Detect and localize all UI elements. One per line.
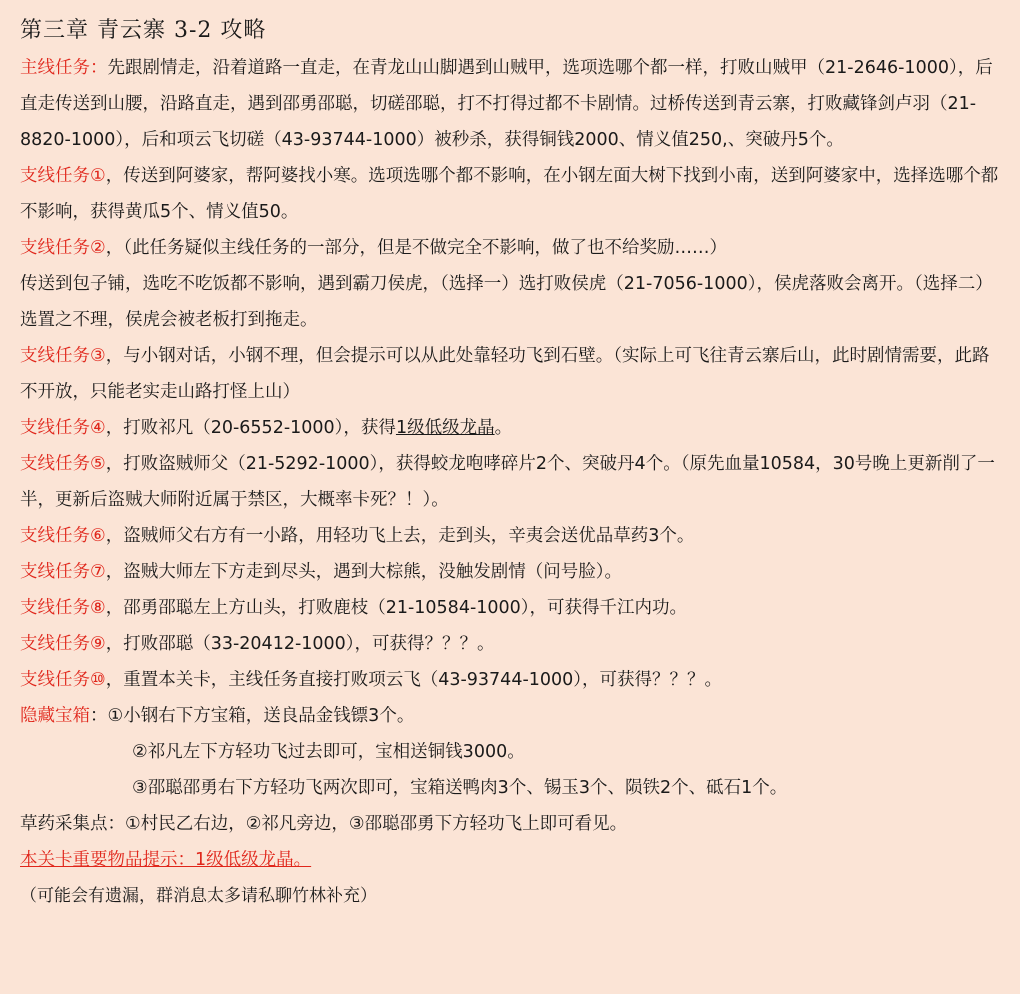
side-quest-5-label: 支线任务⑤ [20,454,106,474]
side-quest-3-text: ，与小钢对话，小钢不理，但会提示可以从此处靠轻功飞到石壁。（实际上可飞往青云寨后山，此时剧情需要，此路不开放，只能老实走山路打怪上山） [20,346,990,402]
hidden-chest-line-1 [20,698,1000,734]
herbs-line [20,806,1000,842]
side-quest-4 [20,410,1000,446]
main-quest-paragraph [20,50,1000,158]
side-quest-10-label: 支线任务⑩ [20,670,106,690]
side-quest-1-text: ，传送到阿婆家，帮阿婆找小寒。选项选哪个都不影响，在小钢左面大树下找到小南，送到阿婆家中，选择选哪个都不影响，获得黄瓜5个、情义值50。 [20,166,999,222]
side-quest-2-label: 支线任务② [20,238,106,258]
side-quest-5-text: ，打败盗贼师父（21-5292-1000），获得蛟龙咆哮碎片2个、突破丹4个。（原先血量10584，30号晚上更新削了一半，更新后盗贼大师附近属于禁区，大概率卡死？！）。 [20,454,995,510]
key-item-hint: 本关卡重要物品提示：1级低级龙晶。 [20,850,312,870]
side-quest-3-label: 支线任务③ [20,346,106,366]
side-quest-3 [20,338,1000,410]
page-title: 第三章 青云寨 3-2 攻略 [20,18,267,43]
side-quest-7-label: 支线任务⑦ [20,562,106,582]
side-quest-2-detail: 传送到包子铺，选吃不吃饭都不影响，遇到霸刀侯虎，（选择一）选打败侯虎（21-7056-1000），侯虎落败会离开。（选择二）选置之不理，侯虎会被老板打到拖走。 [20,274,993,330]
side-quest-9 [20,626,1000,662]
side-quest-7 [20,554,1000,590]
side-quest-1 [20,158,1000,230]
herbs-text: ①村民乙右边，②祁凡旁边，③邵聪邵勇下方轻功飞上即可看见。 [125,814,628,834]
side-quest-4-end: 。 [494,418,513,438]
side-quest-8-label: 支线任务⑧ [20,598,106,618]
side-quest-4-text: ，打败祁凡（20-6552-1000），获得 [105,418,396,438]
hidden-chest-colon: ： [90,706,108,726]
side-quest-2 [20,230,1000,266]
side-quest-10 [20,662,1000,698]
side-quest-6 [20,518,1000,554]
footnote: （可能会有遗漏，群消息太多请私聊竹林补充） [20,886,377,906]
side-quest-6-label: 支线任务⑥ [20,526,106,546]
side-quest-8 [20,590,1000,626]
main-quest-text: 先跟剧情走，沿着道路一直走，在青龙山山脚遇到山贼甲，选项选哪个都一样，打败山贼甲（21-2646-1000），后直走传送到山腰，沿路直走，遇到邵勇邵聪，切磋邵聪，打不打得过都不卡剧情。过桥传送到青云寨，打败藏锋剑卢羽（21-8820-1000），后和项云飞切磋（43-93744-1000）被秒杀，获得铜钱2000、情义值250,、突破丹5个。 [20,58,993,150]
side-quest-9-label: 支线任务⑨ [20,634,106,654]
side-quest-6-text: ，盗贼师父右方有一小路，用轻功飞上去，走到头，辛夷会送优品草药3个。 [105,526,695,546]
hidden-chest-label: 隐藏宝箱 [20,706,90,726]
side-quest-8-text: ，邵勇邵聪左上方山头，打败鹿枝（21-10584-1000），可获得千江内功。 [105,598,688,618]
hidden-chest-item-2: ②祁凡左下方轻功飞过去即可，宝相送铜钱3000。 [132,742,525,762]
side-quest-5 [20,446,1000,518]
hidden-chest-item-3: ③邵聪邵勇右下方轻功飞两次即可，宝箱送鸭肉3个、锡玉3个、陨铁2个、砥石1个。 [132,778,788,798]
side-quest-1-label: 支线任务① [20,166,106,186]
side-quest-4-reward: 1级低级龙晶 [395,418,495,438]
side-quest-9-text: ，打败邵聪（33-20412-1000），可获得？？？。 [105,634,495,654]
side-quest-2-text: ，（此任务疑似主线任务的一部分，但是不做完全不影响，做了也不给奖励……） [105,238,727,258]
side-quest-4-label: 支线任务④ [20,418,106,438]
side-quest-7-text: ，盗贼大师左下方走到尽头，遇到大棕熊，没触发剧情（问号脸）。 [105,562,622,582]
side-quest-10-text: ，重置本关卡，主线任务直接打败项云飞（43-93744-1000），可获得？？？。 [105,670,723,690]
main-quest-label: 主线任务： [20,58,108,78]
hidden-chest-item-1: ①小钢右下方宝箱，送良品金钱镖3个。 [107,706,415,726]
herbs-label: 草药采集点： [20,814,125,834]
